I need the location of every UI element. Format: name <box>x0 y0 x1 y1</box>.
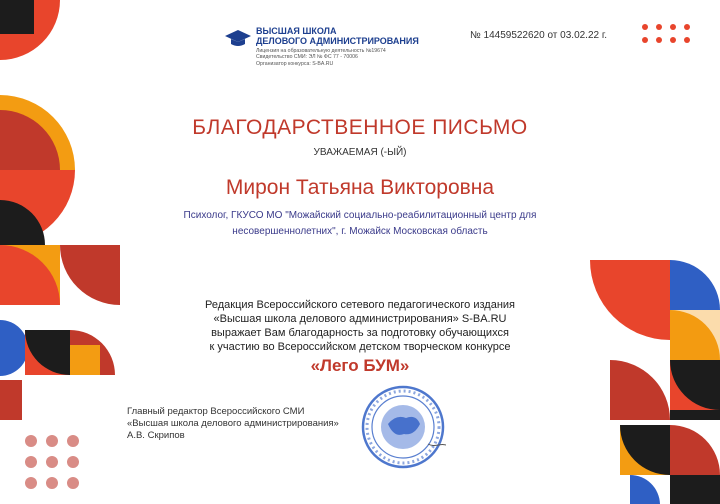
body-line1: Редакция Всероссийского сетевого педагогического издания <box>205 299 515 311</box>
recipient-position <box>150 208 570 240</box>
position-line2: несовершеннолетних", г. Можайск Московская область <box>232 226 488 237</box>
official-stamp <box>360 384 446 470</box>
publisher-logo <box>224 26 424 76</box>
body-line4: к участию во Всероссийском детском творческом конкурсе <box>209 341 511 353</box>
recipient-name: Мирон Татьяна Викторовна <box>225 176 495 199</box>
graduation-cap-icon <box>224 28 252 48</box>
left-decoration <box>0 0 135 504</box>
logo-license-line2: Свидетельство СМИ: ЭЛ № ФС 77 - 70006 <box>256 54 358 61</box>
logo-license-line1: Лицензия на образовательную деятельность №19674 <box>256 48 386 54</box>
logo-name <box>256 26 426 46</box>
signer-line3: А.В. Скрипов <box>127 430 185 441</box>
dots-top-right <box>640 22 692 46</box>
salutation: УВАЖАЕМАЯ (-ЫЙ) <box>313 147 407 158</box>
signer-block <box>127 406 339 442</box>
document-number: № 14459522620 от 03.02.22 г. <box>470 30 608 41</box>
gratitude-text <box>150 298 570 354</box>
body-line3: выражает Вам благодарность за подготовку обучающихся <box>211 327 509 339</box>
dots-bottom-left <box>22 432 82 492</box>
logo-license-line3: Организатор конкурса: S-BA.RU <box>256 60 334 67</box>
body-line2: «Высшая школа делового администрирования» S-BA.RU <box>213 313 507 325</box>
signer-line1: Главный редактор Всероссийского СМИ <box>127 406 305 417</box>
contest-name: «Лего БУМ» <box>310 356 410 375</box>
logo-name-line1: ВЫСШАЯ ШКОЛА <box>256 26 337 36</box>
position-line1: Психолог, ГКУСО МО "Можайский социально-реабилитационный центр для <box>183 210 537 221</box>
logo-license <box>256 48 436 67</box>
certificate-title: БЛАГОДАРСТВЕННОЕ ПИСЬМО <box>192 116 528 139</box>
signer-line2: «Высшая школа делового администрирования» <box>127 418 339 429</box>
right-decoration <box>590 250 720 504</box>
logo-name-line2: ДЕЛОВОГО АДМИНИСТРИРОВАНИЯ <box>256 36 419 46</box>
